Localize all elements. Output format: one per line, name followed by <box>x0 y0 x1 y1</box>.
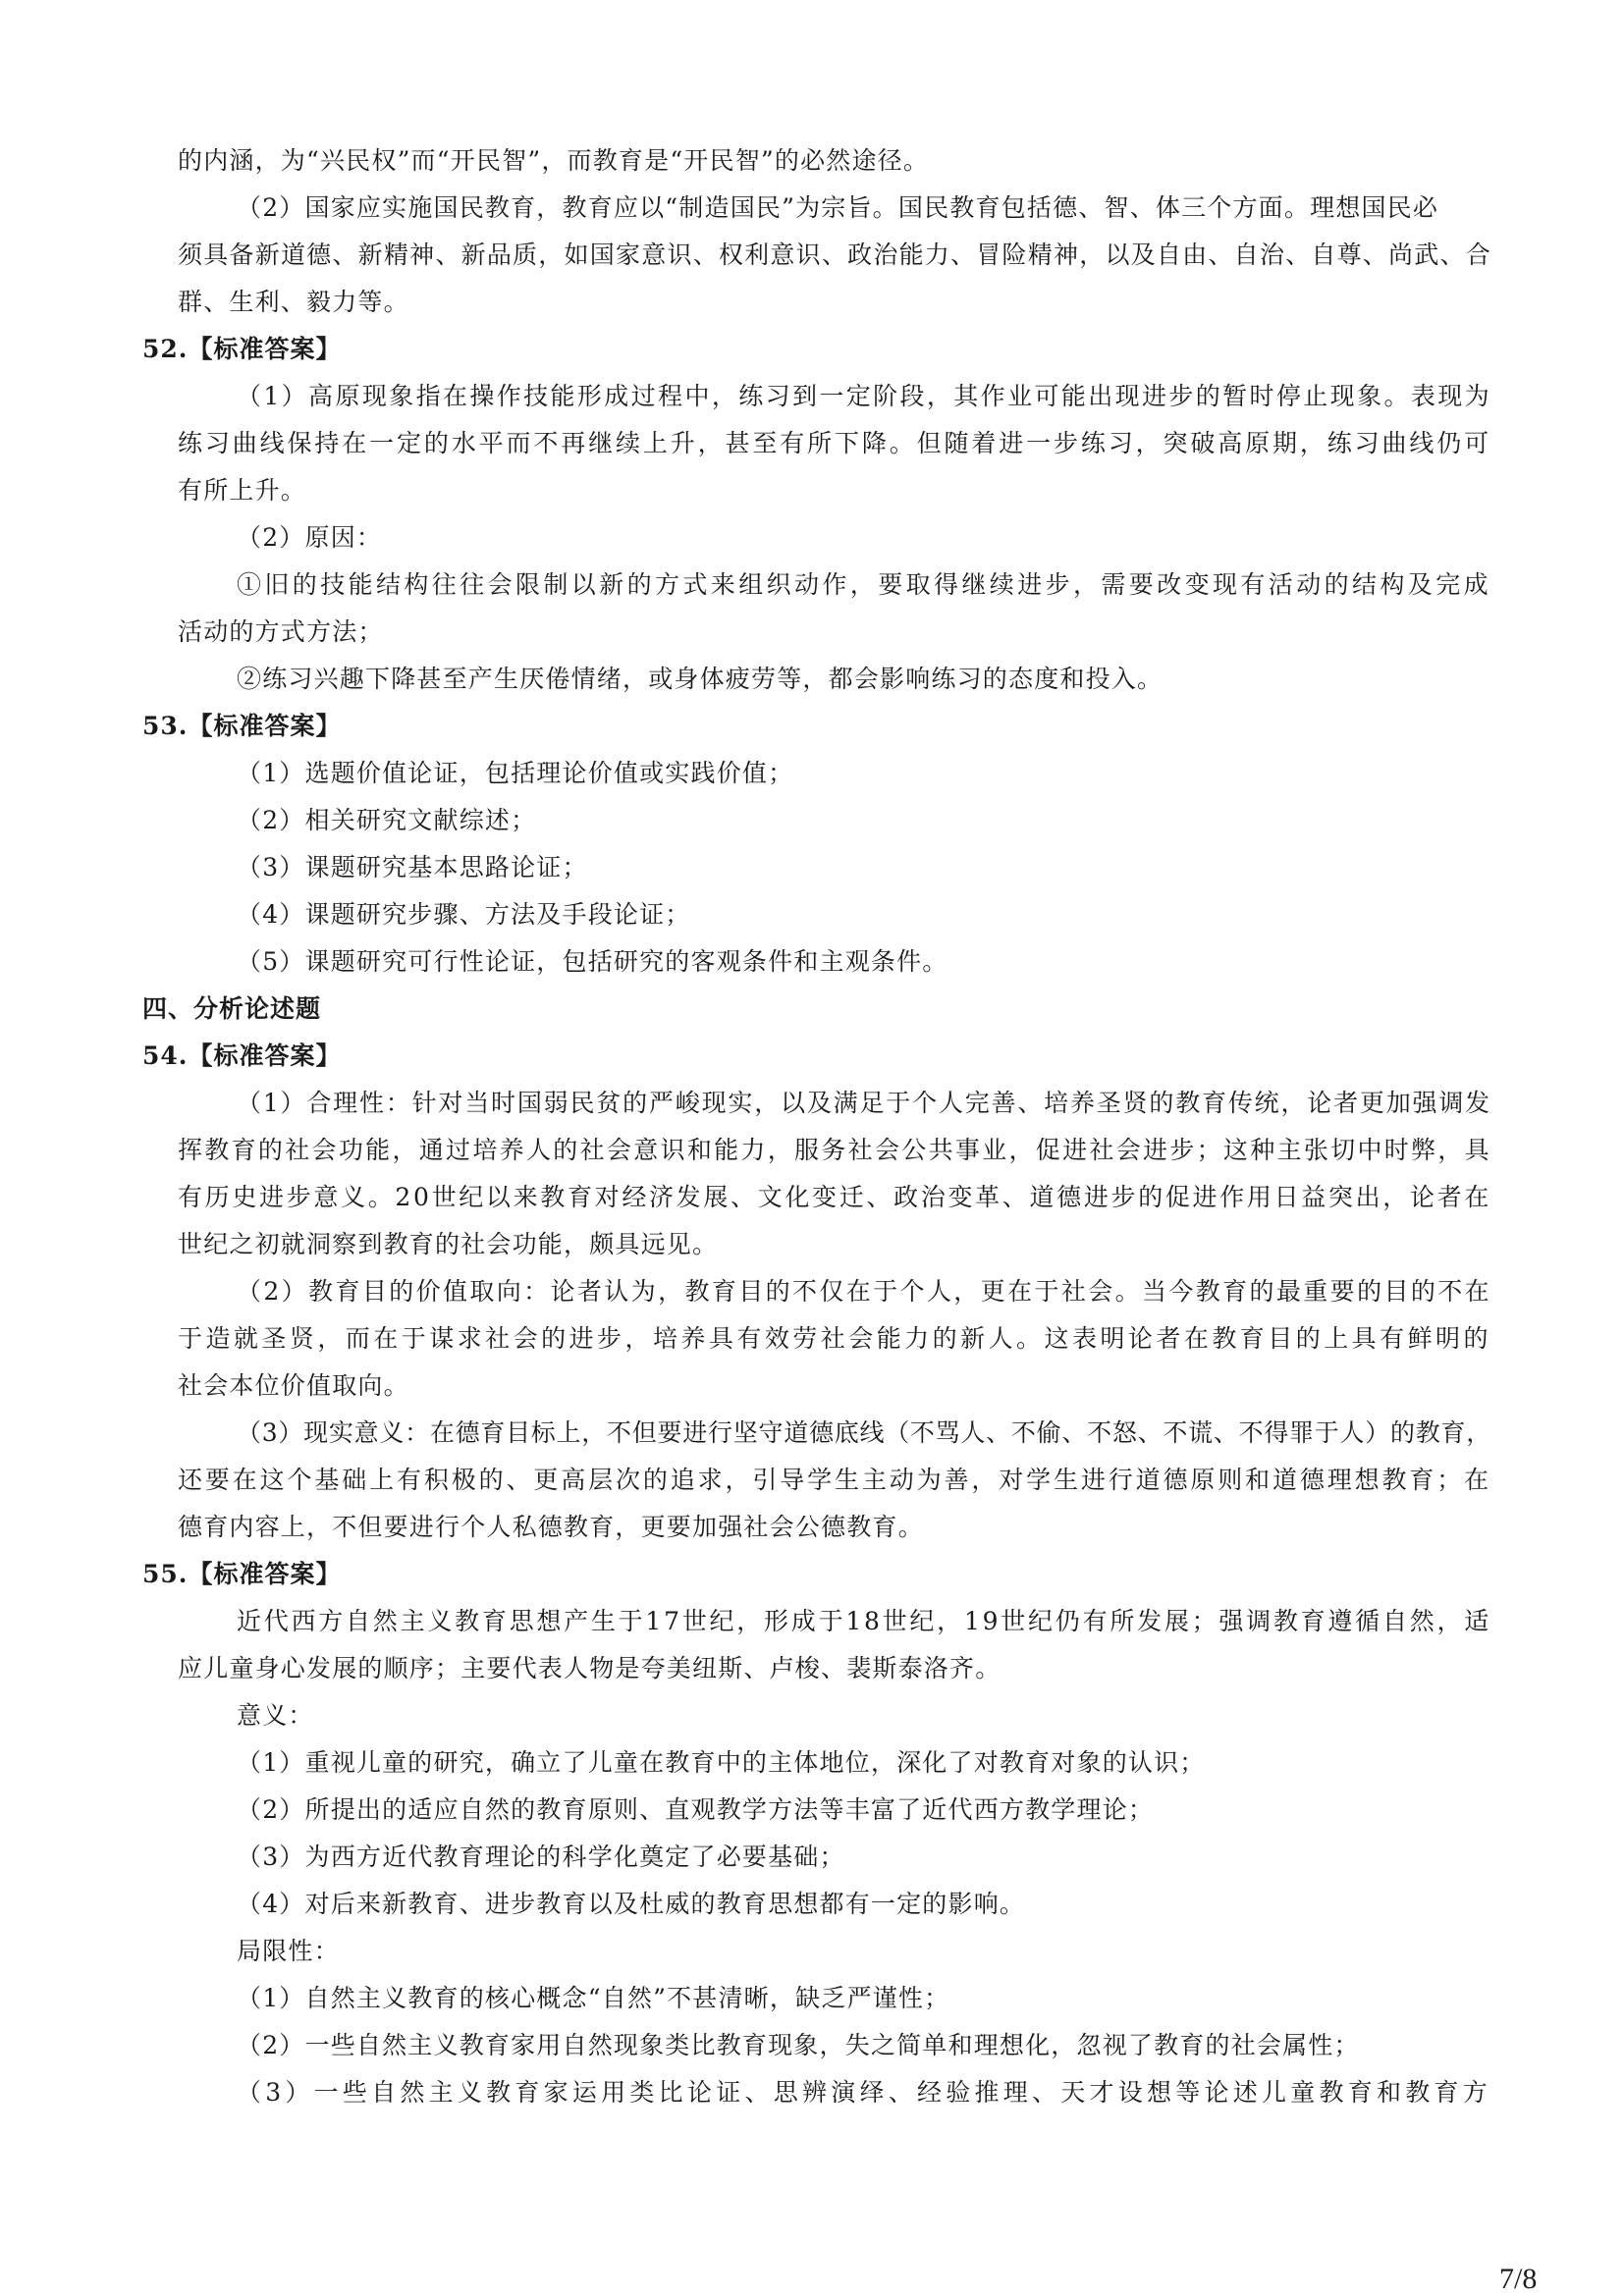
text-line: （4）对后来新教育、进步教育以及杜威的教育思想都有一定的影响。 <box>237 1890 1026 1918</box>
text-line: 于造就圣贤，而在于谋求社会的进步，培养具有效劳社会能力的新人。这表明论者在教育目的上具有鲜明的 <box>178 1324 1491 1353</box>
text-line: （2）国家应实施国民教育，教育应以“制造国民”为宗旨。国民教育包括德、智、体三个方面。理想国民必 <box>237 193 1439 222</box>
section-heading: 54.【标准答案】 <box>142 1041 342 1070</box>
text-line: （2）一些自然主义教育家用自然现象类比教育现象，失之简单和理想化，忽视了教育的社会属性； <box>237 2031 1360 2059</box>
text-line: 还要在这个基础上有积极的、更高层次的追求，引导学生主动为善，对学生进行道德原则和道德理想教育；在 <box>178 1466 1491 1494</box>
text-line: 德育内容上，不但要进行个人私德教育，更要加强社会公德教育。 <box>178 1513 924 1541</box>
page-number: 7/8 <box>1499 2263 1538 2295</box>
text-line: （1）自然主义教育的核心概念“自然”不甚清晰，缺乏严谨性； <box>237 1984 950 2012</box>
text-line: 挥教育的社会功能，通过培养人的社会意识和能力，服务社会公共事业，促进社会进步；这种主张切中时弊，具 <box>178 1136 1491 1164</box>
text-line: 应儿童身心发展的顺序；主要代表人物是夸美纽斯、卢梭、裴斯泰洛齐。 <box>178 1654 1001 1682</box>
text-line: （1）重视儿童的研究，确立了儿童在教育中的主体地位，深化了对教育对象的认识； <box>237 1748 1206 1777</box>
text-line: （5）课题研究可行性论证，包括研究的客观条件和主观条件。 <box>237 947 948 976</box>
text-line: （1）选题价值论证，包括理论价值或实践价值； <box>237 759 794 787</box>
text-line: 有历史进步意义。20世纪以来教育对经济发展、文化变迁、政治变革、道德进步的促进作用日益突出，论者在 <box>178 1183 1491 1211</box>
text-line: （4）课题研究步骤、方法及手段论证； <box>237 900 691 929</box>
text-line: 练习曲线保持在一定的水平而不再继续上升，甚至有所下降。但随着进一步练习，突破高原期，练习曲线仍可 <box>178 429 1491 457</box>
text-line: （1）高原现象指在操作技能形成过程中，练习到一定阶段，其作业可能出现进步的暂时停止现象。表现为 <box>237 382 1491 410</box>
text-line: 的内涵，为“兴民权”而“开民智”，而教育是“开民智”的必然途径。 <box>178 146 930 175</box>
text-line: （1）合理性：针对当时国弱民贫的严峻现实，以及满足于个人完善、培养圣贤的教育传统，论者更加强调发 <box>237 1089 1491 1117</box>
text-line: （2）教育目的价值取向：论者认为，教育目的不仅在于个人，更在于社会。当今教育的最重要的目的不在 <box>237 1277 1491 1306</box>
text-line: （3）一些自然主义教育家运用类比论证、思辨演绎、经验推理、天才设想等论述儿童教育和教育方 <box>237 2078 1491 2107</box>
text-line: （3）课题研究基本思路论证； <box>237 853 588 881</box>
text-line: （3）现实意义：在德育目标上，不但要进行坚守道德底线（不骂人、不偷、不怒、不谎、不得罪于人）的教育， <box>237 1418 1491 1447</box>
section-heading: 52.【标准答案】 <box>142 335 342 363</box>
section-heading: 55.【标准答案】 <box>142 1560 342 1588</box>
text-line: （3）为西方近代教育理论的科学化奠定了必要基础； <box>237 1842 845 1871</box>
text-line: 有所上升。 <box>178 476 307 505</box>
text-line: ①旧的技能结构往往会限制以新的方式来组织动作，要取得继续进步，需要改变现有活动的结构及完成 <box>237 570 1491 599</box>
text-line: 局限性： <box>237 1937 340 1965</box>
text-line: 群、生利、毅力等。 <box>178 288 409 316</box>
text-line: 活动的方式方法； <box>178 617 384 646</box>
text-line: ②练习兴趣下降甚至产生厌倦情绪，或身体疲劳等，都会影响练习的态度和投入。 <box>237 665 1164 693</box>
text-line: 近代西方自然主义教育思想产生于17世纪，形成于18世纪，19世纪仍有所发展；强调教育遵循自然，适 <box>237 1607 1491 1635</box>
section-heading: 四、分析论述题 <box>142 994 322 1023</box>
text-line: 须具备新道德、新精神、新品质，如国家意识、权利意识、政治能力、冒险精神，以及自由、自治、自尊、尚武、合 <box>178 240 1491 269</box>
section-heading: 53.【标准答案】 <box>142 712 342 740</box>
text-line: 意义： <box>237 1701 314 1730</box>
text-line: （2）原因： <box>237 523 383 552</box>
text-line: 社会本位价值取向。 <box>178 1371 409 1400</box>
text-line: （2）所提出的适应自然的教育原则、直观教学方法等丰富了近代西方教学理论； <box>237 1795 1155 1824</box>
text-line: （2）相关研究文献综述； <box>237 806 537 834</box>
text-line: 世纪之初就洞察到教育的社会功能，颇具远见。 <box>178 1230 719 1258</box>
